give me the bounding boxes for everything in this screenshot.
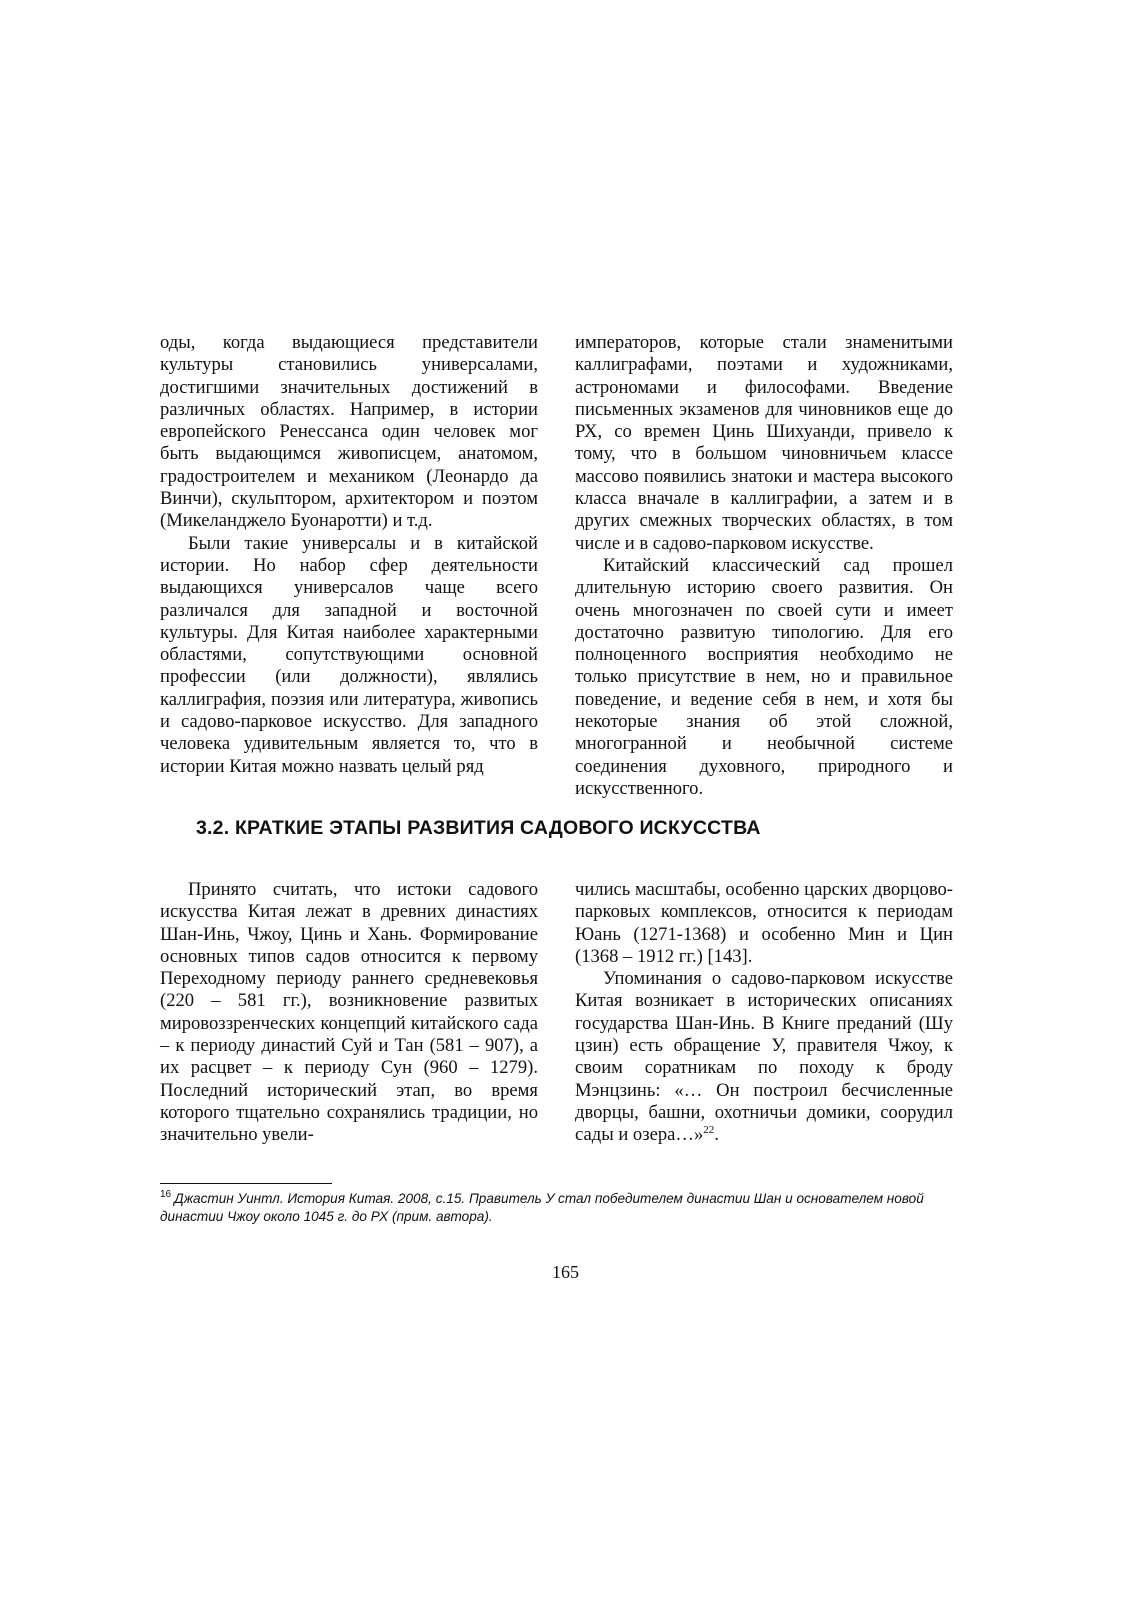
text-column-top-right xyxy=(575,332,953,800)
paragraph: императоров, которые стали знаменитыми каллиграфами, поэтами и художниками, астрономами и философами. Введение письменных экзаменов для чиновников еще до РХ, со времен Цинь Шихуанди, привело к тому, что в большом чиновничьем классе массово появились знатоки и мастера высокого класса вначале в каллиграфии, а затем и в других смежных творческих областях, в том числе и в садово-парковом искусстве. xyxy=(575,332,953,554)
paragraph: Китайский классический сад прошел длительную историю своего развития. Он очень многозначен по своей сути и имеет достаточно развитую типологию. Для его полноценного восприятия необходимо не только присутствие в нем, но и правильное поведение, и ведение себя в нем, и хотя бы некоторые знания об этой сложной, многогранной и необычной системе соединения духовного, природного и искусственного. xyxy=(575,554,953,799)
text-column-bottom-left xyxy=(160,879,538,1147)
footnote-reference: 22 xyxy=(703,1124,715,1137)
page-number: 165 xyxy=(552,1262,579,1282)
paragraph: Принято считать, что истоки садового искусства Китая лежат в древних династиях Шан-Инь, Чжоу, Цинь и Хань. Формирование основных типов садов относится к первому Переходному периоду раннего средневековья (220 – 581 гг.), возникновение развитых мировоззренческих концепций китайского сада – к периоду династий Суй и Тан (581 – 907), а их расцвет – к периоду Сун (960 – 1279). Последний исторический этап, во время которого тщательно сохранялись традиции, но значительно увели- xyxy=(160,879,538,1146)
text-column-bottom-right xyxy=(575,879,953,1147)
paragraph: чились масштабы, особенно царских дворцово-парковых комплексов, относится к периодам Юань (1271-1368) и особенно Мин и Цин (1368 – 1912 гг.) [143]. xyxy=(575,879,953,967)
footnote-text: Джастин Уинтл. История Китая. 2008, с.15. Правитель У стал победителем династии Шан и основателем новой династии Чжоу около 1045 г. до РХ (прим. автора). xyxy=(160,1191,924,1224)
section-heading: 3.2. КРАТКИЕ ЭТАПЫ РАЗВИТИЯ САДОВОГО ИСКУССТВА xyxy=(196,817,761,839)
paragraph: оды, когда выдающиеся представители культуры становились универсалами, достигшими значительных достижений в различных областях. Например, в истории европейского Ренессанса один человек мог быть выдающимся живописцем, анатомом, градостроителем и механиком (Леонардо да Винчи), скульптором, архитектором и поэтом (Микеланджело Буонаротти) и т.д. xyxy=(160,332,538,532)
footnote xyxy=(160,1190,960,1226)
paragraph: Были такие универсалы и в китайской истории. Но набор сфер деятельности выдающихся универсалов чаще всего различался для западной и восточной культуры. Для Китая наиболее характерными областями, сопутствующими основной профессии (или должности), являлись каллиграфия, поэзия или литература, живопись и садово-парковое искусство. Для западного человека удивительным является то, что в истории Китая можно назвать целый ряд xyxy=(160,532,538,777)
paragraph-end: . xyxy=(714,1124,719,1146)
footnote-number: 16 xyxy=(160,1189,172,1201)
footnote-divider xyxy=(160,1183,332,1184)
paragraph-text: Упоминания о садово-парковом искусстве Китая возникает в исторических описаниях государства Шан-Инь. В Книге преданий (Шу цзин) есть обращение У, правителя Чжоу, к своим соратникам по походу к броду Мэнцзинь: «… Он построил бесчисленные дворцы, башни, охотничьи домики, соорудил сады и озера…» xyxy=(575,968,953,1146)
text-column-top-left xyxy=(160,332,538,778)
paragraph xyxy=(575,968,953,1146)
